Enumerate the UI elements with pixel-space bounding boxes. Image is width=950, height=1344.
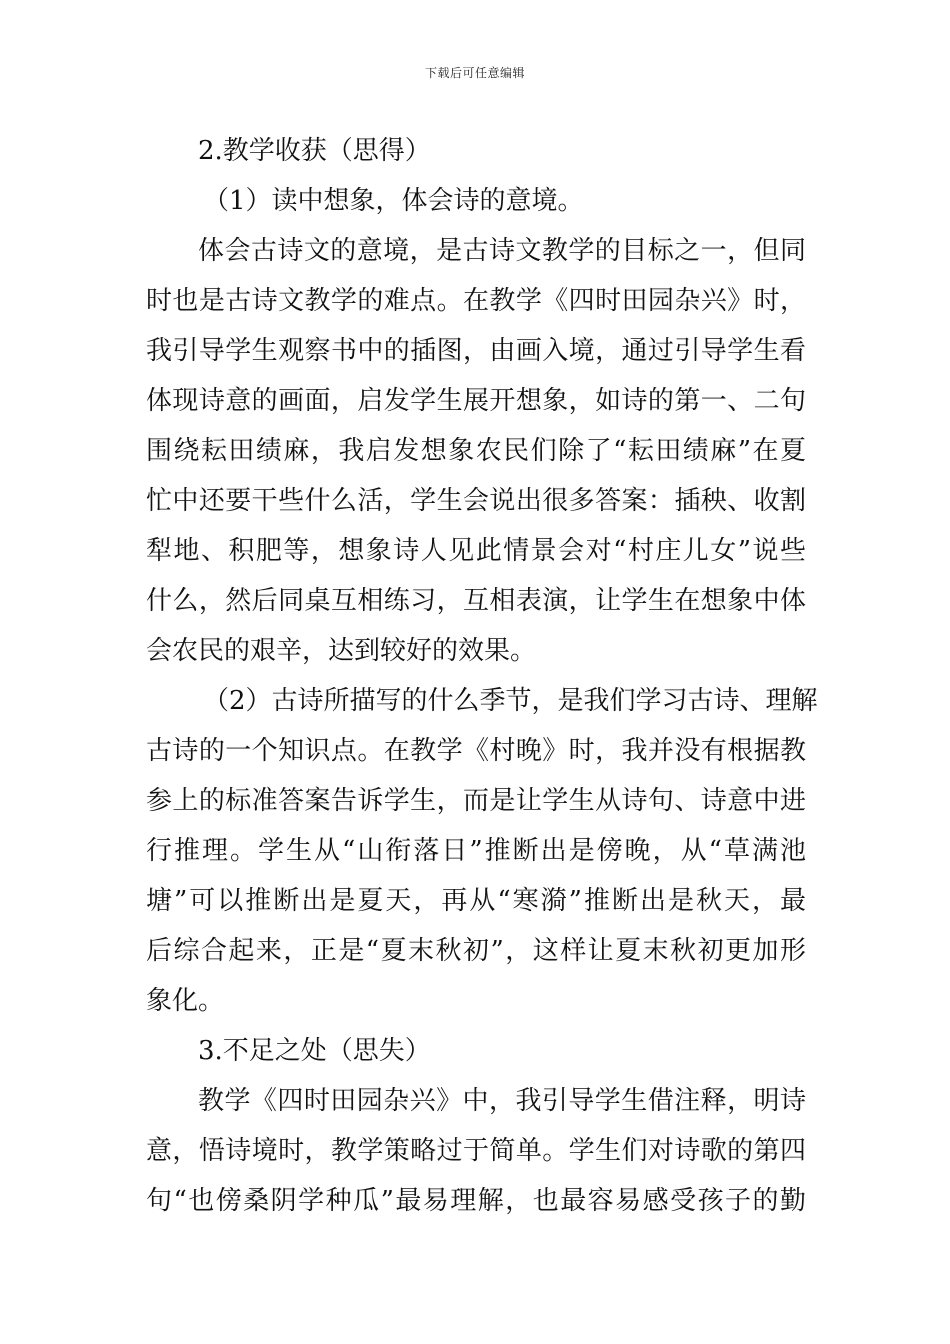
section-heading-shortcomings: 3.不足之处（思失） [198, 1036, 431, 1066]
section-heading-teaching-gains: 2.教学收获（思得） [198, 136, 431, 166]
paragraph-line: 后综合起来，正是“夏末秋初”，这样让夏末秋初更加形 [146, 936, 806, 966]
paragraph-line: 参上的标准答案告诉学生，而是让学生从诗句、诗意中进 [146, 786, 806, 816]
paragraph-line: 行推理。学生从“山衔落日”推断出是傍晚，从“草满池 [146, 836, 806, 866]
paragraph-line: 古诗的一个知识点。在教学《村晚》时，我并没有根据教 [146, 736, 806, 766]
paragraph-line: 围绕耘田绩麻，我启发想象农民们除了“耘田绩麻”在夏 [146, 436, 806, 466]
subheading-season-paragraph: （2）古诗所描写的什么季节，是我们学习古诗、理解 [203, 686, 818, 716]
paragraph-line: 意，悟诗境时，教学策略过于简单。学生们对诗歌的第四 [146, 1136, 806, 1166]
paragraph-line: 会农民的艰辛，达到较好的效果。 [146, 636, 537, 666]
paragraph-line: 教学《四时田园杂兴》中，我引导学生借注释，明诗 [198, 1086, 806, 1116]
paragraph-line: 塘”可以推断出是夏天，再从“寒漪”推断出是秋天，最 [146, 886, 806, 916]
document-body [146, 126, 818, 1226]
paragraph-line: 体会古诗文的意境，是古诗文教学的目标之一，但同 [198, 236, 806, 266]
page-header: 下载后可任意编辑 [424, 66, 525, 80]
paragraph-line: 我引导学生观察书中的插图，由画入境，通过引导学生看 [146, 336, 806, 366]
paragraph-line: 句“也傍桑阴学种瓜”最易理解，也最容易感受孩子的勤 [146, 1186, 806, 1216]
paragraph-line: 什么，然后同桌互相练习，互相表演，让学生在想象中体 [146, 586, 806, 616]
paragraph-line: 犁地、积肥等，想象诗人见此情景会对“村庄儿女”说些 [146, 536, 806, 566]
paragraph-line: 象化。 [146, 986, 225, 1016]
subheading-imagination: （1）读中想象，体会诗的意境。 [203, 186, 584, 216]
paragraph-line: 忙中还要干些什么活，学生会说出很多答案：插秧、收割 [146, 486, 806, 516]
paragraph-line: 时也是古诗文教学的难点。在教学《四时田园杂兴》时， [146, 286, 806, 316]
paragraph-line: 体现诗意的画面，启发学生展开想象，如诗的第一、二句 [146, 386, 806, 416]
